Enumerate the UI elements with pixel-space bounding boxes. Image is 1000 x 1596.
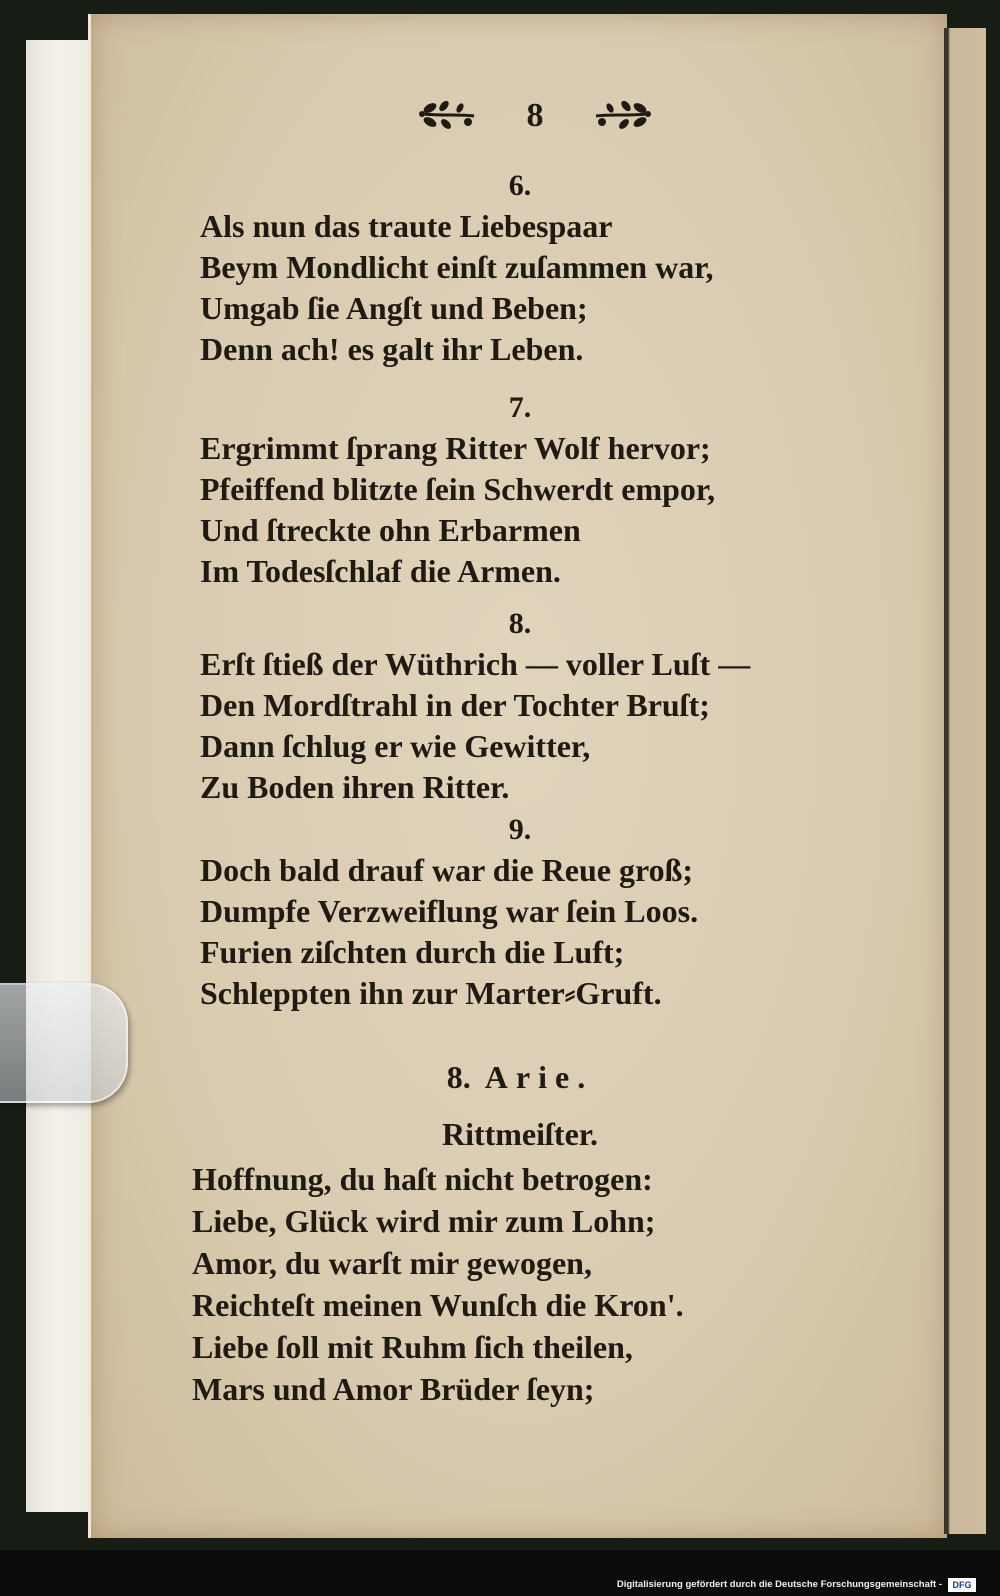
verse-line: Amor, du warſt mir gewogen, xyxy=(192,1245,592,1281)
verse-line: Mars und Amor Brüder ſeyn; xyxy=(192,1371,595,1407)
aria-verses xyxy=(192,1158,832,1410)
aria-number: 8. xyxy=(446,1059,471,1095)
verse-line: Liebe, Glück wird mir zum Lohn; xyxy=(192,1203,656,1239)
verse-line: Den Mordſtrahl in der Tochter Bruſt; xyxy=(200,687,710,723)
fleuron-right-icon xyxy=(594,98,652,132)
stanza-number: 9. xyxy=(508,813,532,846)
verse-line: Schleppten ihn zur Marter⸗Gruft. xyxy=(200,975,662,1011)
stanza-9 xyxy=(200,810,840,1014)
verse-line: Und ſtreckte ohn Erbarmen xyxy=(200,512,581,548)
funding-notice: Digitalisierung gefördert durch die Deutsche Forschungsgemeinschaft - xyxy=(616,1579,942,1590)
verse-line: Im Todesſchlaf die Armen. xyxy=(200,553,561,589)
dfg-logo: DFG xyxy=(948,1578,976,1592)
next-page-edge xyxy=(944,28,986,1534)
verse-line: Umgab ſie Angſt und Beben; xyxy=(200,290,588,326)
verse-line: Dann ſchlug er wie Gewitter, xyxy=(200,728,591,764)
fleuron-left-icon xyxy=(418,98,476,132)
stanza-6 xyxy=(200,166,840,370)
page-number: 8 xyxy=(526,97,544,134)
stanza-8 xyxy=(200,604,840,808)
stanza-number: 7. xyxy=(508,391,532,424)
page-header xyxy=(400,92,670,140)
verse-line: Pfeiffend blitzte ſein Schwerdt empor, xyxy=(200,471,716,507)
verse-line: Dumpfe Verzweiflung war ſein Loos. xyxy=(200,893,699,929)
verse-line: Erſt ſtieß der Wüthrich — voller Luſt — xyxy=(200,646,751,682)
verse-line: Liebe ſoll mit Ruhm ſich theilen, xyxy=(192,1329,633,1365)
stanza-7 xyxy=(200,388,840,592)
verse-line: Hoffnung, du haſt nicht betrogen: xyxy=(192,1161,653,1197)
verse-line: Furien ziſchten durch die Luft; xyxy=(200,934,625,970)
verse-line: Reichteſt meinen Wunſch die Kron'. xyxy=(192,1287,684,1323)
binder-clip xyxy=(0,983,128,1103)
verse-line: Ergrimmt ſprang Ritter Wolf hervor; xyxy=(200,430,711,466)
stanza-number: 8. xyxy=(508,607,532,640)
verse-line: Als nun das traute Liebespaar xyxy=(200,208,613,244)
verse-line: Denn ach! es galt ihr Leben. xyxy=(200,331,584,367)
stanza-number: 6. xyxy=(508,169,532,202)
aria-heading xyxy=(200,1054,840,1100)
aria-title: Arie. xyxy=(484,1059,594,1095)
verse-line: Doch bald drauf war die Reue groß; xyxy=(200,852,694,888)
aria-speaker: Rittmeiſter. xyxy=(441,1116,599,1152)
verse-line: Zu Boden ihren Ritter. xyxy=(200,769,510,805)
verse-line: Beym Mondlicht einſt zuſammen war, xyxy=(200,249,714,285)
